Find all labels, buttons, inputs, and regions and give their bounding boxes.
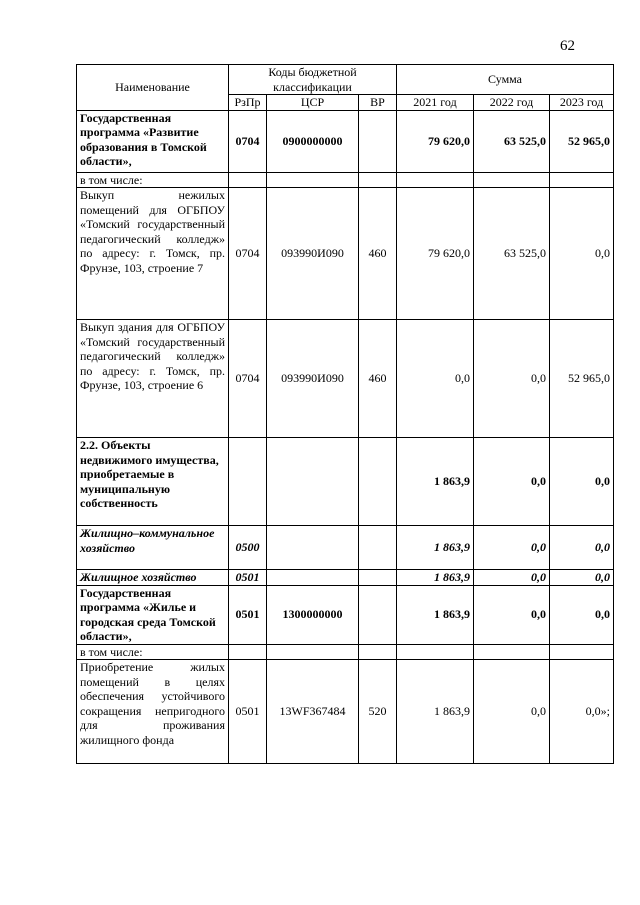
row-vr — [359, 438, 397, 526]
row-2021: 1 863,9 — [397, 526, 474, 570]
row-2021 — [397, 172, 474, 188]
row-2022: 0,0 — [474, 438, 550, 526]
header-row-top — [77, 65, 614, 95]
row-csr — [267, 644, 359, 660]
row-vr — [359, 570, 397, 586]
table-row — [77, 644, 614, 660]
row-2021: 1 863,9 — [397, 438, 474, 526]
row-name: Государственная программа «Жилье и городская среда Томской области», — [77, 585, 229, 644]
table-row — [77, 438, 614, 526]
row-name: Выкуп здания для ОГБПОУ «Томский государственный педагогический колледж» по адресу: г. Томск, пр. Фрунзе, 103, строение 6 — [77, 320, 229, 438]
row-csr: 093990И090 — [267, 320, 359, 438]
table-row — [77, 110, 614, 172]
row-2023: 0,0 — [550, 188, 614, 320]
header-rzpr: РзПр — [229, 95, 267, 111]
row-2022: 0,0 — [474, 570, 550, 586]
row-vr — [359, 172, 397, 188]
row-2022: 0,0 — [474, 320, 550, 438]
row-2022 — [474, 172, 550, 188]
header-2021: 2021 год — [397, 95, 474, 111]
table-row — [77, 526, 614, 570]
row-2021: 79 620,0 — [397, 188, 474, 320]
row-2023: 0,0 — [550, 526, 614, 570]
header-vr: ВР — [359, 95, 397, 111]
row-rzpr: 0500 — [229, 526, 267, 570]
row-2021: 1 863,9 — [397, 660, 474, 764]
table-row — [77, 660, 614, 764]
row-rzpr: 0501 — [229, 570, 267, 586]
row-2021: 79 620,0 — [397, 110, 474, 172]
row-name: 2.2. Объекты недвижимого имущества, приобретаемые в муниципальную собственность — [77, 438, 229, 526]
row-rzpr — [229, 644, 267, 660]
row-csr — [267, 526, 359, 570]
page-number: 62 — [560, 38, 575, 54]
row-2022: 63 525,0 — [474, 110, 550, 172]
header-2023: 2023 год — [550, 95, 614, 111]
row-2022: 0,0 — [474, 585, 550, 644]
row-2023: 0,0 — [550, 585, 614, 644]
row-name: Жилищное хозяйство — [77, 570, 229, 586]
row-2022: 0,0 — [474, 526, 550, 570]
table-row — [77, 320, 614, 438]
row-2023 — [550, 172, 614, 188]
row-rzpr: 0501 — [229, 585, 267, 644]
header-codes: Коды бюджетной классификации — [229, 65, 397, 95]
header-name: Наименование — [77, 65, 229, 111]
row-2021: 0,0 — [397, 320, 474, 438]
row-csr — [267, 172, 359, 188]
row-name: Выкуп нежилых помещений для ОГБПОУ «Томский государственный педагогический колледж» по адресу: г. Томск, пр. Фрунзе, 103, строение 7 — [77, 188, 229, 320]
table-row — [77, 570, 614, 586]
row-rzpr: 0704 — [229, 320, 267, 438]
header-sum: Сумма — [397, 65, 614, 95]
table-row — [77, 188, 614, 320]
row-2022: 63 525,0 — [474, 188, 550, 320]
row-rzpr: 0501 — [229, 660, 267, 764]
row-2023 — [550, 644, 614, 660]
row-rzpr — [229, 438, 267, 526]
row-vr: 460 — [359, 320, 397, 438]
row-2023: 0,0 — [550, 570, 614, 586]
row-csr: 1300000000 — [267, 585, 359, 644]
row-csr: 0900000000 — [267, 110, 359, 172]
row-2022 — [474, 644, 550, 660]
row-2021: 1 863,9 — [397, 585, 474, 644]
row-name: в том числе: — [77, 172, 229, 188]
budget-table — [76, 64, 614, 764]
row-name: Приобретение жилых помещений в целях обеспечения устойчивого сокращения непригодного для проживания жилищного фонда — [77, 660, 229, 764]
row-csr: 093990И090 — [267, 188, 359, 320]
row-rzpr — [229, 172, 267, 188]
row-2023: 0,0»; — [550, 660, 614, 764]
row-2023: 52 965,0 — [550, 110, 614, 172]
row-csr — [267, 570, 359, 586]
row-2021: 1 863,9 — [397, 570, 474, 586]
row-name: в том числе: — [77, 644, 229, 660]
row-vr — [359, 110, 397, 172]
table-row — [77, 585, 614, 644]
table-row — [77, 172, 614, 188]
row-2021 — [397, 644, 474, 660]
row-name: Жилищно–коммунальное хозяйство — [77, 526, 229, 570]
row-vr: 520 — [359, 660, 397, 764]
row-csr: 13WF367484 — [267, 660, 359, 764]
row-2023: 52 965,0 — [550, 320, 614, 438]
row-name: Государственная программа «Развитие образования в Томской области», — [77, 110, 229, 172]
row-rzpr: 0704 — [229, 188, 267, 320]
header-2022: 2022 год — [474, 95, 550, 111]
row-rzpr: 0704 — [229, 110, 267, 172]
row-vr — [359, 526, 397, 570]
row-vr — [359, 585, 397, 644]
row-vr — [359, 644, 397, 660]
row-2022: 0,0 — [474, 660, 550, 764]
row-vr: 460 — [359, 188, 397, 320]
header-csr: ЦСР — [267, 95, 359, 111]
row-2023: 0,0 — [550, 438, 614, 526]
row-csr — [267, 438, 359, 526]
